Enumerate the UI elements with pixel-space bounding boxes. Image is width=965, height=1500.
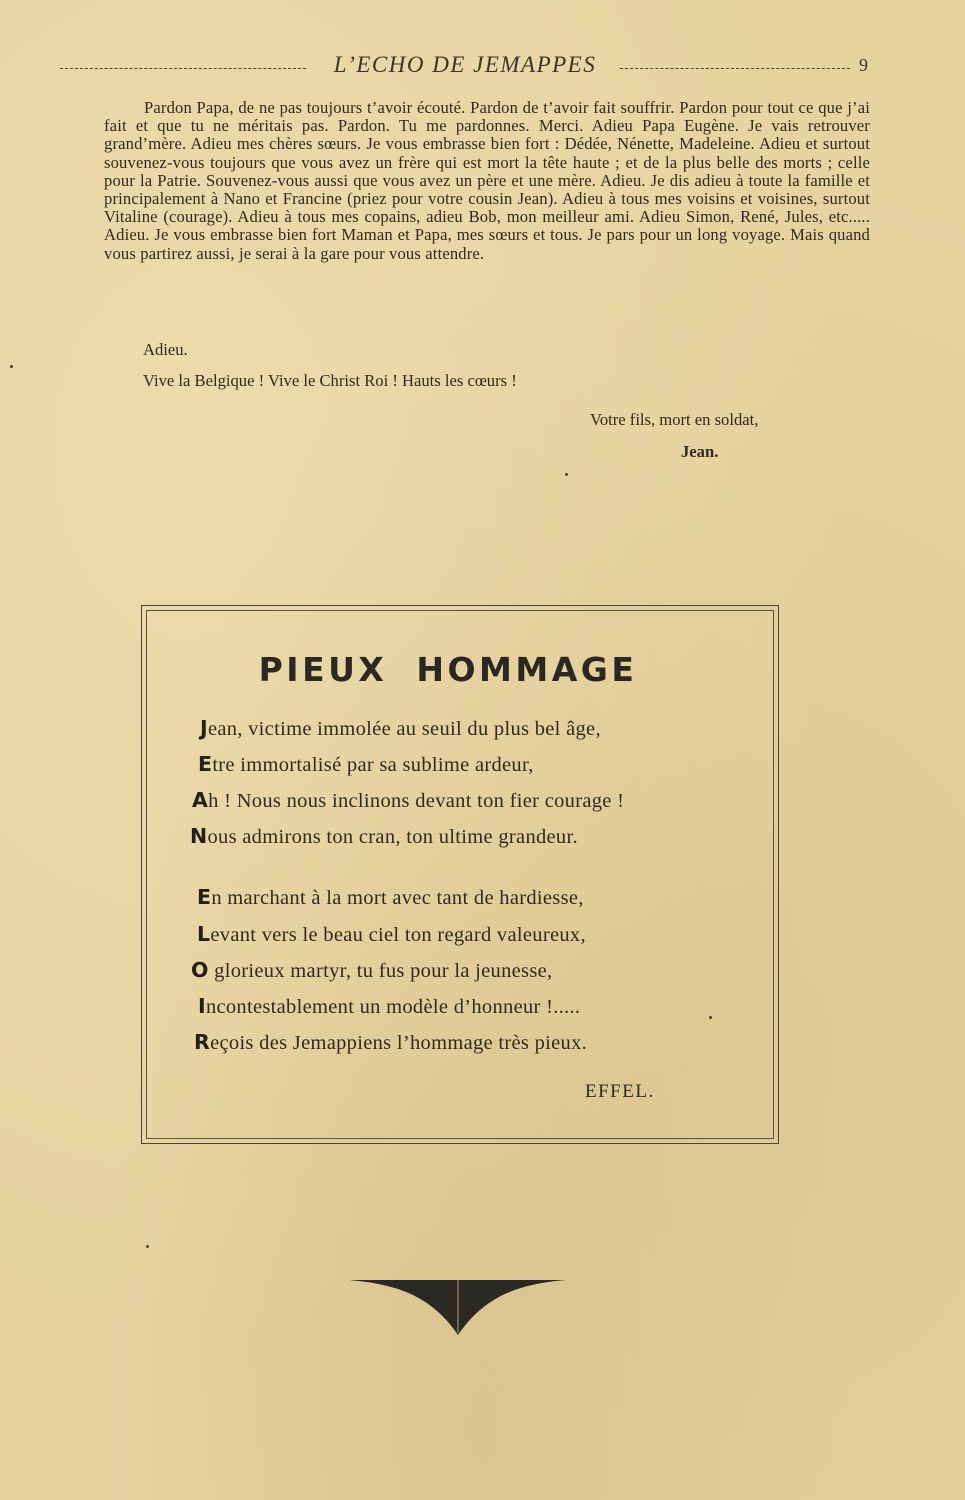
- letter-closing: Votre fils, mort en soldat,: [590, 410, 759, 429]
- poem-line-text: n marchant à la mort avec tant de hardiesse,: [211, 887, 584, 909]
- poem-line: [200, 716, 601, 741]
- poem-line: [194, 1030, 587, 1055]
- acrostic-initial: L: [197, 922, 211, 946]
- poem-line-text: evant vers le beau ciel ton regard valeureux,: [210, 924, 586, 946]
- publication-title: L’ECHO DE JEMAPPES: [333, 52, 597, 77]
- acrostic-initial: N: [190, 824, 208, 848]
- acrostic-initial: O: [191, 958, 209, 982]
- letter-exclamation: Vive la Belgique ! Vive le Christ Roi ! Hauts les cœurs !: [143, 371, 517, 390]
- poem-frame-inner: [146, 610, 774, 1139]
- paper-speck: [10, 365, 13, 368]
- tailpiece-ornament-icon: [345, 1275, 570, 1340]
- poem-line: [197, 922, 586, 947]
- poem-line-text: tre immortalisé par sa sublime ardeur,: [212, 754, 534, 776]
- acrostic-initial: A: [192, 788, 209, 812]
- acrostic-initial: E: [197, 885, 212, 909]
- paper-speck: [146, 1245, 149, 1248]
- poem-line-text: glorieux martyr, tu fus pour la jeunesse,: [208, 960, 553, 982]
- poem-line: [190, 824, 578, 849]
- acrostic-initial: E: [198, 752, 213, 776]
- header-rule-left: [60, 68, 306, 69]
- poem-line-text: ean, victime immolée au seuil du plus bel âge,: [207, 718, 601, 740]
- poem-line: [192, 788, 624, 813]
- poem-author: EFFEL.: [585, 1081, 655, 1102]
- poem-line: [198, 994, 580, 1019]
- poem-line: [198, 752, 534, 777]
- acrostic-initial: J: [200, 716, 208, 740]
- header-rule-right: [620, 68, 850, 69]
- poem-line-text: h ! Nous nous inclinons devant ton fier courage !: [208, 790, 625, 812]
- poem-line-text: eçois des Jemappiens l’hommage très pieux.: [210, 1032, 588, 1054]
- poem-line: [197, 885, 584, 910]
- poem-line-text: ous admirons ton cran, ton ultime grandeur.: [207, 826, 578, 848]
- paper-speck: [565, 473, 568, 476]
- letter-signature: Jean.: [681, 442, 719, 461]
- paper-speck: [709, 1016, 712, 1019]
- page-number: 9: [859, 55, 868, 75]
- poem-line: [191, 958, 552, 983]
- acrostic-initial: I: [198, 994, 206, 1018]
- poem-title: PIEUX HOMMAGE: [258, 650, 638, 689]
- letter-farewell: Adieu.: [143, 340, 188, 359]
- acrostic-initial: R: [194, 1030, 211, 1054]
- poem-line-text: ncontestablement un modèle d’honneur !.....: [205, 996, 581, 1018]
- letter-paragraph: Pardon Papa, de ne pas toujours t’avoir écouté. Pardon de t’avoir fait souffrir. Pardon pour tout ce que j’ai fait et que tu ne méritais pas. Pardon. Tu me pardonnes. Merci. Adieu Papa Eugène. Je vais retrouver grand’mère. Adieu mes chères sœurs. Je vous embrasse bien fort : Dédée, Nénette, Madeleine. Adieu et surtout souvenez-vous toujours que vous avez un frère qui est mort la tête haute ; et de la plus belle des morts ; celle pour la Patrie. Souvenez-vous aussi que vous avez un père et une mère. Adieu. Je dis adieu à toute la famille et principalement à Nano et Francine (priez pour votre cousin Jean). Adieu à tous mes voisins et voisines, surtout Vitaline (courage). Adieu à tous mes copains, adieu Bob, mon meilleur ami. Adieu Simon, René, Jules, etc..... Adieu. Je vous embrasse bien fort Maman et Papa, mes sœurs et tous. Je pars pour un long voyage. Mais quand vous partirez aussi, je serai à la gare pour vous attendre.: [104, 98, 870, 263]
